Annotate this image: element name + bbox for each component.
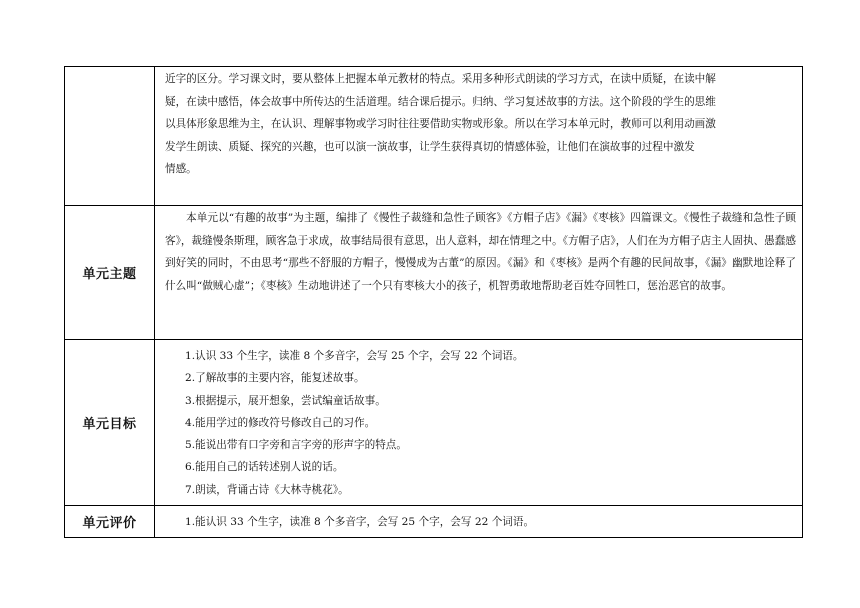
- evaluation-text: 1.能认识 33 个生字，读准 8 个多音字，会写 25 个字，会写 22 个词语。: [185, 516, 535, 528]
- continuation-line-4: 发学生朗读、质疑、探究的兴趣，也可以演一演故事，让学生获得真切的情感体验，让他们在演故事的过程中激发: [165, 140, 695, 153]
- continuation-cell: [155, 67, 803, 206]
- goal-item: 7.朗读，背诵古诗《大林寺桃花》。: [185, 483, 349, 496]
- unit-theme-text: 本单元以“有趣的故事”为主题，编排了《慢性子裁缝和急性子顾客》《方帽子店》《漏》《枣核》四篇课文。《慢性子裁缝和急性子顾客》，裁缝慢条斯理，顾客急于求成，故事结局很有意思，出人意料，却在情理之中。《方帽子店》，人们在为方帽子店主人固执、愚蠢感到好笑的同时，不由思考“那些不舒服的方帽子，慢慢成为古董”的原因。《漏》和《枣核》是两个有趣的民间故事，《漏》幽默地诠释了什么叫“做贼心虚”；《枣核》生动地讲述了一个只有枣核大小的孩子，机智勇敢地帮助老百姓夺回牲口，惩治恶官的故事。: [165, 212, 796, 292]
- goal-item: 2.了解故事的主要内容，能复述故事。: [185, 372, 365, 385]
- unit-theme-cell: [155, 206, 803, 340]
- unit-goals-cell: [155, 340, 803, 506]
- goals-list: [165, 341, 796, 501]
- goal-item: 3.根据提示，展开想象，尝试编童话故事。: [185, 394, 386, 407]
- goal-item: 4.能用学过的修改符号修改自己的习作。: [185, 416, 376, 429]
- unit-evaluation-label: 单元评价: [65, 506, 155, 538]
- goal-item: 5.能说出带有口字旁和言字旁的形声字的特点。: [185, 439, 407, 452]
- unit-evaluation-cell: [155, 506, 803, 538]
- row-label-empty: [65, 67, 155, 206]
- continuation-line-3: 以具体形象思维为主，在认识、理解事物或学习时往往要借助实物或形象。所以在学习本单元时，教师可以利用动画激: [165, 118, 716, 130]
- goal-item: 6.能用自己的话转述别人说的话。: [185, 461, 344, 474]
- row-unit-evaluation: [65, 506, 803, 538]
- continuation-tail: 情感。: [165, 163, 197, 175]
- continuation-line-2: 疑，在读中感悟，体会故事中所传达的生活道理。结合课后提示。归纳、学习复述故事的方法。这个阶段的学生的思维: [165, 95, 716, 108]
- continuation-line-1: 近字的区分。学习课文时，要从整体上把握本单元教材的特点。采用多种形式朗读的学习方式，在读中质疑，在读中解: [165, 73, 716, 85]
- goal-item: 1.认识 33 个生字，读准 8 个多音字，会写 25 个字，会写 22 个词语。: [185, 350, 524, 362]
- unit-plan-table: [64, 66, 803, 538]
- unit-theme-label: 单元主题: [65, 206, 155, 340]
- row-unit-goals: [65, 340, 803, 506]
- row-unit-theme: [65, 206, 803, 340]
- unit-goals-label: 单元目标: [65, 340, 155, 506]
- row-continuation: [65, 67, 803, 206]
